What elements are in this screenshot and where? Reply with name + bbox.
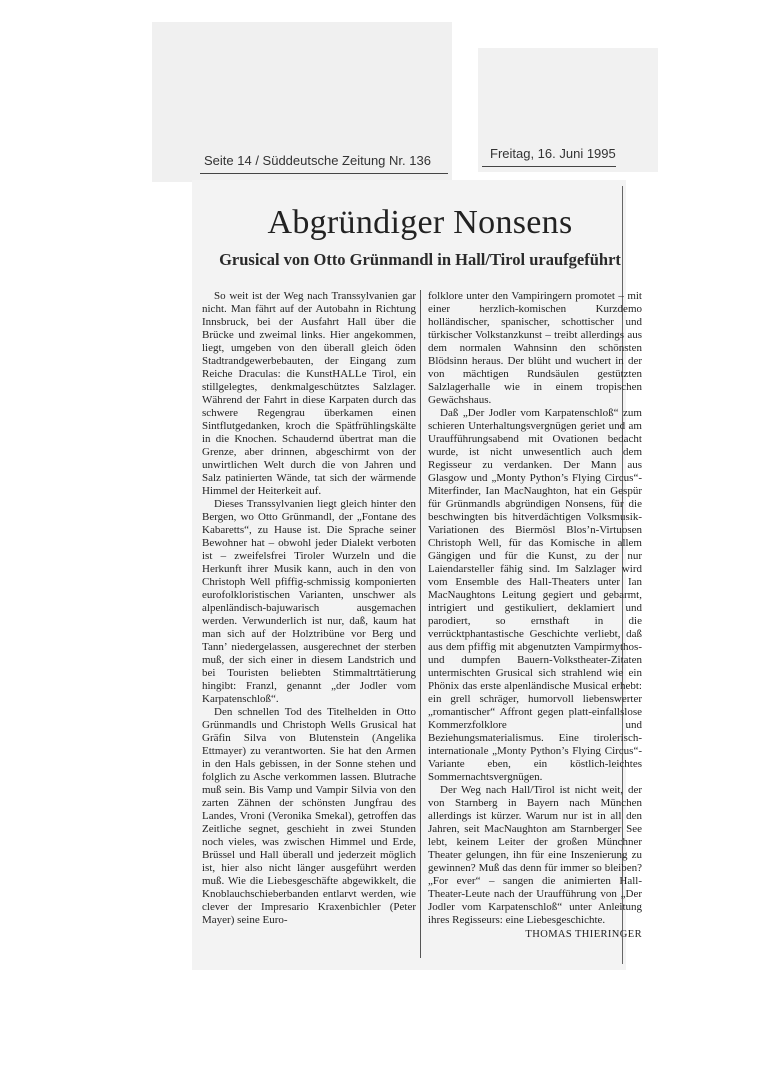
page-header-source: Seite 14 / Süddeutsche Zeitung Nr. 136 [204,153,431,168]
paragraph: So weit ist der Weg nach Transsylvanien gar nicht. Man fährt auf der Autobahn in Richtung Innsbruck, bei der Ausfahrt Hall über die Brücke und zweimal links. Hier angekommen, liegt, umgeben von den überall gleich öden Stadtrandgewerbebauten, der Eingang zum Reiche Draculas: die KunstHALLe Tirol, ein stillgelegtes, denkmalgeschütztes Salzlager. Während der Fahrt in diese Karpaten durch das schwere Regengrau überkamen einen Sintflutgedanken, kroch die Spätfrühlingskälte in die Knochen. Schaudernd übertrat man die Grenze, aber drinnen, abgeschirmt von der unwirtlichen Welt durch die von Jahren und Salz patinierten Wände, tat sich der wärmende Himmel der Heiterkeit auf. [202,290,416,497]
paragraph: folklore unter den Vampiringern promotet – mit einer herzlich-komischen Kurzdemo holländischer, spanischer, schottischer und türkischer Volkstanzkunst – treibt allerdings aus dem normalen Wahnsinn den schönsten Blödsinn heraus. Der blüht und wuchert in der von mächtigen Rundsäulen gestützten Salzlagerhalle wie in einem tropischen Gewächshaus. [428,290,642,406]
article-headline: Abgründiger Nonsens [267,204,573,241]
paragraph: Der Weg nach Hall/Tirol ist nicht weit, der von Starnberg in Bayern nach München allerdings ist kürzer. Warum nur ist in all den Jahren, seit MacNaughton am Starnberger See lebt, keinem Leiter der großen Münchner Theater gelungen, ihn für eine Inszenierung zu gewinnen? Muß das denn für immer so bleiben? „For ever“ – sangen die animierten Hall-Theater-Leute nach der Uraufführung von „Der Jodler vom Karpatenschloß“ unter Anleitung ihres Regisseurs: eine Liebesgeschichte. [428,784,642,926]
column-divider [420,290,421,958]
article-column-1 [202,290,416,927]
paragraph: Dieses Transsylvanien liegt gleich hinter den Bergen, wo Otto Grünmandl, der „Fontane des Kabaretts“, zu Hause ist. Die Sprache seiner Bewohner hat – obwohl jeder Dialekt verboten ist – zweifelsfrei Tiroler Wurzeln und die Herkunft ihrer Musik kann, auch in den von Christoph Well pfiffig-schmissig komponierten eurofolkloristischen Varianten, unschwer als alpenländisch-bajuwarisch ausgemachen werden. Verwunderlich ist nur, daß, kaum hat man sich auf der Holztribüne vor Berg und Tann’ niedergelassen, ausgerechnet der sterben muß, der sich einer in diesem Landstrich und bei Touristen beliebten Stimmaltrtätierung hingibt: Franzl, genannt „der Jodler vom Karpatenschloß“. [202,498,416,705]
article-subheadline: Grusical von Otto Grünmandl in Hall/Tirol uraufgeführt [219,250,621,269]
article-byline: THOMAS THIERINGER [525,929,642,940]
paragraph: Den schnellen Tod des Titelhelden in Otto Grünmandls und Christoph Wells Grusical hat Gräfin Silva von Blutenstein (Angelika Ettmayer) zu verantworten. Sie hat den Armen in den Hals gebissen, in der Sonne stehen und folglich zu Asche verkommen lassen. Blutrache muß sein. Bis Vamp und Vampir Silvia von den zarten Zähnen der schönsten Jungfrau des Landes, Vroni (Veronika Smekal), getroffen das Zeitliche segnet, geschieht in zwei Stunden noch vieles, was zwischen Himmel und Erde, Brüssel und Hall überall und jederzeit möglich ist, hier also nicht länger ausgeführt werden muß. Wie die Liebesgeschäfte abgewikkelt, die Knoblauchschieberbanden entlarvt werden, wie clever der Impresario Kraxenbichler (Peter Mayer) seine Euro- [202,706,416,926]
paragraph: Daß „Der Jodler vom Karpatenschloß“ zum schieren Unterhaltungsvergnügen geriet und am Uraufführungsabend mit Ovationen bedacht wurde, ist nicht unwesentlich auch dem Regisseur zu verdanken. Der Mann aus Glasgow und „Monty Python’s Flying Circus“-Miterfinder, Ian MacNaughton, hat ein Gespür für Grünmandls abgründigen Nonsens, für die beschwingten bis hitverdächtigen Volksmusik-Variationen des Biermösl Blos’n-Virtuosen Christoph Well, für das Komische in allem Gängigen und für die Kunst, zu der nur Laiendarsteller fähig sind. Im Salzlager wird vom Ensemble des Hall-Theaters unter Ian MacNaughtons Leitung gegiert und gebarmt, intrigiert und gestikuliert, deklamiert und parodiert, so ernsthaft in die verrücktphantastische Geschichte verliebt, daß aus dem pfiffig mit abgenutzten Vampirmythos- und dumpfen Bauern-Volkstheater-Zitaten untermischten Grusical sich strahlend wie ein Phönix das erste alpenländische Musical erhebt: ein grell schräger, humorvoll liebenswerter „romantischer“ Affront gegen platt-einfallslose Kommerzfolklore und Beziehungsmaterialismus. Eine tirolerisch-internationale „Monty Python’s Flying Circus“-Variante eben, ein köstlich-leichtes Sommernachtsvergnügen. [428,407,642,783]
article-column-2 [428,290,642,941]
page-header-date: Freitag, 16. Juni 1995 [490,146,616,161]
header-rule-left [200,173,448,174]
header-rule-right [482,166,616,167]
